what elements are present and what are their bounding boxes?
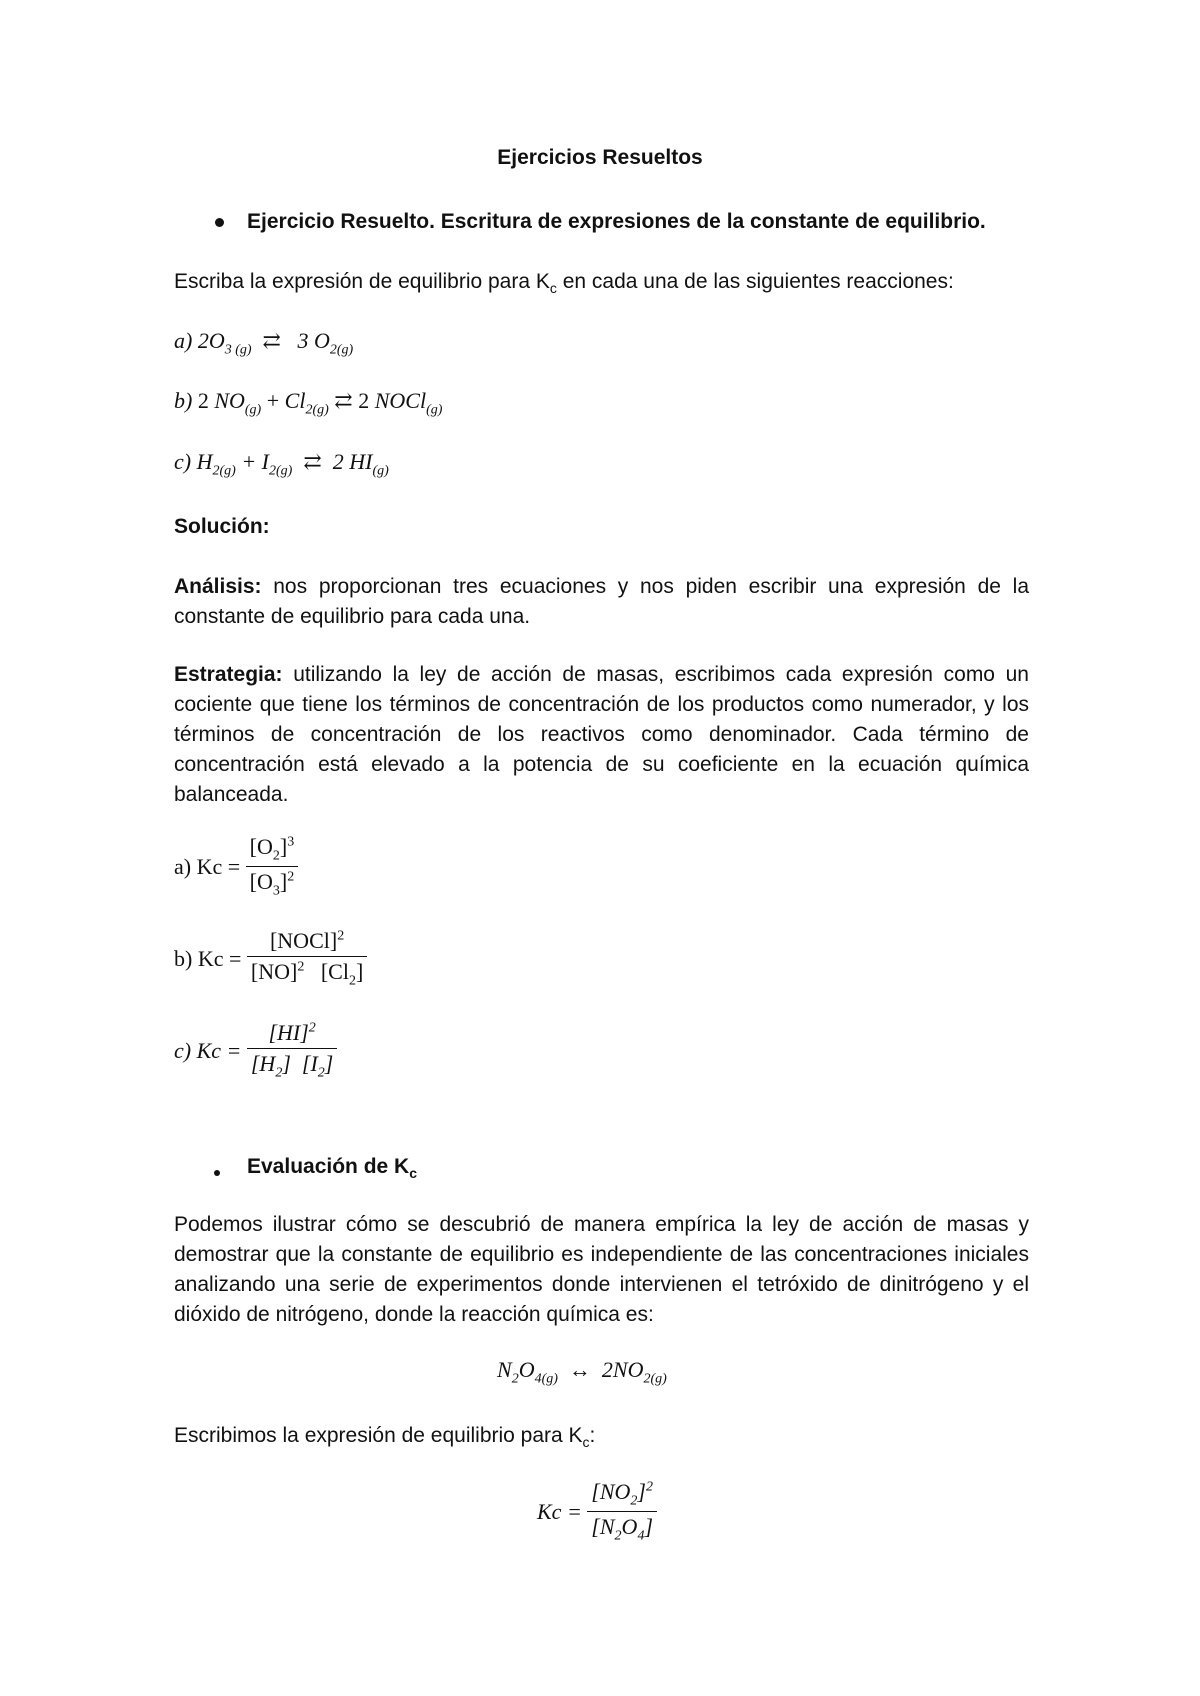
section2-heading-text: Evaluación de K (247, 1155, 410, 1178)
kc-n2o4-fraction: $\frac{[NO_2]^2}{[N_2O_4]}$ (587, 1479, 657, 1545)
expression-intro-colon: : (589, 1424, 596, 1447)
kc-a-label: a) Kc = (174, 853, 241, 879)
analysis-text: nos proporcionan tres ecuaciones y nos piden escribir una expresión de la constante de equilibrio para cada una. (174, 575, 1029, 628)
prompt-text-end: en cada una de las siguientes reacciones: (556, 270, 954, 293)
strategy-text: utilizando la ley de acción de masas, escribimos cada expresión como un cociente que tiene los términos de concentración de los productos como numerador, y los términos de concentración de los reactivos como denominador. Cada término de concentración está elevado a la potencia de su coeficiente en la ecuación química balanceada. (174, 663, 1029, 806)
reaction-b: b) 2 $NO_{(g)} + Cl_{2(g)}$ ⇄ 2 NOCl$_{(g)}$ (174, 388, 443, 418)
strategy-label: Estrategia: (174, 663, 283, 686)
kc-expression-n2o4 (537, 1479, 657, 1545)
kc-b-label: b) Kc = (174, 945, 242, 971)
page-title: Ejercicios Resueltos (497, 146, 703, 169)
reaction-c-label: c) (174, 449, 192, 474)
section2-heading-subscript: c (409, 1165, 418, 1182)
section2-paragraph: Podemos ilustrar cómo se descubrió de manera empírica la ley de acción de masas y demostrar que la constante de equilibrio es independiente de las concentraciones iniciales analizando una serie de experimentos donde intervienen el tetróxido de dinitrógeno y el dióxido de nitrógeno, donde la reacción química es: (174, 1213, 1029, 1326)
reaction-b-label: b) (174, 388, 193, 413)
reaction-a-label: a) (174, 328, 193, 353)
reaction-a: a) $2O_{3 (g)}$ ⇄ 3 $O_{2(g)}$ (174, 328, 354, 358)
solution-label: Solución: (174, 515, 270, 538)
prompt-text: Escriba la expresión de equilibrio para K (174, 270, 550, 293)
kc-b-fraction: $\frac{[NOCl]^2}{[NO]^2 [Cl_2]}$ (247, 928, 367, 989)
kc-c-fraction: $\frac{[HI]^2}{[H_2] [I_2]}$ (247, 1020, 337, 1081)
kc-expression-b (174, 928, 367, 989)
analysis-paragraph (174, 572, 1029, 632)
reaction-c: c) $H_{2(g)} + I_{2(g)}$ ⇄ 2 $HI_{(g)}$ (174, 449, 389, 479)
bullet-dot-small (214, 1170, 220, 1176)
bullet-dot (215, 218, 224, 227)
strategy-paragraph (174, 660, 1029, 810)
kc-c-label: c) Kc = (174, 1037, 242, 1063)
expression-intro-text: Escribimos la expresión de equilibrio para K (174, 1424, 583, 1447)
kc-expression-c (174, 1020, 337, 1081)
kc-expression-a (174, 834, 298, 900)
section1-prompt (174, 267, 954, 303)
kc-a-fraction: $\frac{[O_2]^3}{[O_3]^2}$ (246, 834, 299, 900)
expression-intro-subscript: c (582, 1434, 590, 1451)
prompt-subscript: c (549, 280, 557, 297)
section1-heading: Ejercicio Resuelto. Escritura de expresiones de la constante de equilibrio. (247, 210, 986, 233)
section2-heading (247, 1152, 417, 1188)
expression-intro (174, 1421, 595, 1457)
kc-n2o4-label: Kc = (537, 1498, 582, 1524)
n2o4-reaction: $N_2O_{4(g)}$ ↔ $2NO_{2(g)}$ (497, 1357, 667, 1387)
analysis-label: Análisis: (174, 575, 262, 598)
